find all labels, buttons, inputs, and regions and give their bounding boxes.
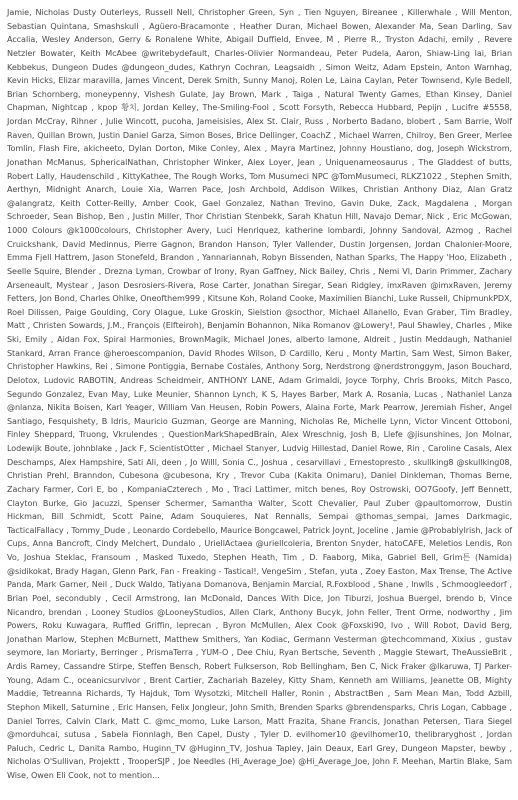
backer-credits-list: Jamie, Nicholas Dusty Outerleys, Russell Nell, Christopher Green, Syn , Tien Nguyen, Bireanee , Killerwhale , Will Menton, Sebastian Quintana, Smashskull , Agüero-Bracamonte , Heather Duran, Michael Bowen, Alexander Ma, Sean Darling, Sav Accalia, Wesley Anderson, Gerry & Ronalene White, Abigail Duffield, Envee, M , Pierre R., Tryston Adachi, emily , Revere Netzler Bowater, Keith McAbee @writebydefault, Charles-Olivier Normandeau, Peter Pudela, Aaron, Shiaw-Ling lai, Brian Kebbekus, Dungeon Dudes @dungeon_dudes, Kathryn Cochran, Leagsaidh , Simon Weitz, Adam Epstein, Anton Warnhag, Kevin Hicks, Elizar maravilla, James Vincent, Derek Smith, Sunny Manoj, Rolen Le, Laina Caylan, Peter Townsend, Kyle Bedell, Brian Schornberg, moneypenny, Vishesh Gulate, Jay Brown, Mark , Taiga , Natural Twenty Games, Ethan Kinsey, Daniel Chapman, Nightcap , kpop 황치, Jordan Kelley, The-Smiling-Fool , Scott Forsyth, Rebecca Hubbard, Pepijn , Lucifre #5558, Jordan McCray, Rihner , Julie Wincott, pucoha, Jameisisies, Alex St. Clair, Russ , Norberto Badano, blobert , Sam Barrie, Wolf Raven, Quillan Brown, Justin Daniel Garza, Simon Boses, Brice Dellinger, CoachZ , Michael Warren, Chilroy, Ben Greer, Merlee Tomlin, Flash Fire, akicheeto, Dylan Dorton, Mike Conley, Alex , Mayra Martinez, Johnny Houstiano, dog, Joseph Wickstrom, Jonathan McManus, SphericalNathan, Christopher Winker, Alex Loyer, Jean , Uniquenameosaurus , The Gladdest of butts, Robert Lally, Haudenschild , KittyKathee, The Rough Works, Tom Musumeci NPC @TomMusumeci, RLKZ1022 , Stephen Smith, Aerthyn, Midnight Anarch, Louie Xia, Warren Pace, Josh Archbold, Addison Wilkes, Christian Anthony Diaz, Alan Gratz @alangratz, Keith Cotter-Reilly, Amber Cook, Gael Gonzalez, Nathan Trevino, Gavin Duke, Zack, Magdalena , Morgan Schroeder, Sean Bishop, Ben , Justin Miller, Thor Christian Stenbekk, Sarah Khatun Hill, Navajo Demar, Nick , Eric McGowan, 1000 Colours @k1000colours, Christopher Avery, Luci Henriquez, katherine lombardi, Johnny Sandoval, Azmog , Rachel Cruickshank, David Medinnus, Pierre Gagnon, Brandon Hanson, Tyler Vallender, Dustin Jorgensen, Jordan Chalonier-Moore, Emma Fjell Hattrem, Jason Stonefeld, Brandon , Yannariannah, Robyn Bissenden, Nathan Sparks, The Happy 'Hoo, Elizabeth , Seelle Squire, Blender , Drezna Lyman, Crowbar of Irony, Ryan Gaffney, Nick Bailey, Chris , Nemi Vl, Darin Primmer, Zachary Arseneault, Mystear , Jason Desrosiers-Rivera, Rose Carter, Jonathan Siregar, Sean Ridgley, imxRaven @imxRaven, Jeremy Fetters, Jon Bond, Charles Ohlke, Oneofthem999 , Kitsune Koh, Roland Cooke, Maximilien Bianchi, Luke Russell, ChipmunkPDX, Roel Dilissen, Paige Goulding, Cory Olague, Luke Groskin, Sielstion @socthor, Michael Allanello, Evan Graber, Tim Bradley, Matt , Christen Sowards, J.M., François (Elfteiroh), Benjamin Bohannon, Nika Romanov @Lowery!, Paul Shawley, Charles , Mike Ski, Emily , Aidan Fox, Spiral Harmonies, BrownMagik, Michael Jones, alberto lamone, Aldreit , Justin Meddaugh, Nathaniel Stankard, Arran France @heroescompanion, David Rhodes Wilson, D Cardillo, Keru , Monty Martin, Sam West, Simon Baker, Christopher Hawkins, Rei , Simone Pontiggia, Bernabe Costales, Anthony Sorg, Nerdstrong @nerdstronggym, Jason Bouchard, Delotox, Ludovic RABOTIN, Andreas Scheidmeir, ANTHONY LANE, Adam Grimaldi, Joyce Torphy, Chris Brooks, Mitch Pasco, Segundo Gonzalez, Evan May, Luke Meunier, Shannon Lynch, K S, Hayes Barber, Mark A. Rosania, Lucas , Nathaniel Lanza @nlanza, Nikita Boisen, Karl Yeager, William Van Heusen, Robin Powers, Alaina Forte, Mark Pearrow, Jeremiah Fisher, Angel Santiago, Fesquishety, B Idris, Mauricio Guzman, George are Manning, Nicholas Re, Michelle Lynn, Victor Vincent Ottoboni, Finley Sheppard, Truong, Vkrulendes , QuestionMarkShapedBrain, Alex Wreschnig, Josh B, Llefe @jisunshines, Jon Molnar, Lodewijk Boute, johnblake , Jack F, ScientistOtter , Michael Stanyer, Ludvig Hillestad, Daniel Rowe, Rin , Caroline Casals, Alex Deschamps, Alex Hampshire, Sati Ali, deen , Jo Willl, Sonia C., Joshua , cesarvillavi , Ernestopresto , skullking8 @skullking08, Christian Prehl, Branndon, Cubesona @cubesona, Kry , Trevor Cuba (Kakita Onimaru), Daniel Dinkleman, Thomas Berne, Zachary Farmer, Cori E, bo , KompaniaCzterech , Mo , Traci Lattimer, mitch benes, Roy Ostrowski, OO7Goofy, Jeff Bennett, Clayton Burke, Gio Jacuzzi, Spenser Schermer, Samantha Walter, Scott Chevalier, Paul Zuber @paultomorrow, Dustin Hickman, Bill Schmidt, Scott Paine, Adam Souquieres, Nat Rennalls, Sempai @thomas_sempai, James Darkmagic, TacticalFallacy , Tommy_Dude , Leonardo Cordebello, Maurice Bongcawel, Patrick Joynt, Joceline , Jamie @ProbablyIrish, Jack of Cups, Anna Bancroft, Cindy Melchert, Dundalo , UriellActaea @uriellcoleria, Brenton Snyder, hatoCAFE, Meletios Lendis, Ron Vo, Joshua Steklac, Fransoum , Masked Tuxedo, Stephen Heath, Tim , D. Faaborg, Mika, Gabriel Bell, Grim튼 (Namida) @sidikokat, Brady Hagan, Glenn Park, Fan - Freaking - Tastical!, VengeSim , Stefan, yuta , Zoey Easton, Max Trense, The Active Panda, Mark Garner, Neil , Duck Waldo, Tatiyana Domanova, Benjamin Marcial, R.Foxblood , Shane , lnwlls , Schmoogleedorf , Brian Poel, secondubly , Cecil Armstrong, Ian McDonald, Dances With Dice, Jon Tiburzi, Joshua Buergel, brendo b, Vince Nicandro, brendan , Looney Studios @LooneyStudios, Allen Clark, Anthony Bucyk, John Feller, Trent Orme, nodworthy , Jim Powers, Roku Kuwagara, Ruffled Griffin, leprecan , Byron McMullen, Alex Cook @Foxski90, Ivo , Will Robot, David Berg, Jonathan Marlow, Stephen McBurnett, Matthew Smithers, Yan Kodiac, Germann Vesterman @techcommand, Xixius , gustav seymore, Ian Moriarty, Berringer , PrismaTerra , YUM-O , Dee Chiu, Ryan Bertsche, Seventh , Maggie Stewart, TheAussieBrit , Ardis Ramey, Cassandre Stirpe, Steffen Bensch, Robert Fulkserson, Rob Bellingham, Ben C, Nick Fraker @lkaruwa, TJ Parker-Young, Adam C., oceanicsurvivor , Brent Cartier, Zachariah Bazeley, Kitty Sham, Kenneth am Williams, Jeanette OB, Mighty Maddie, Tetreanna Richards, Ty Hajduk, Tom Wysotzki, Mitchell Haller, Ronin , AbstractBen , Sam Mean Man, Todd Azbill, Stephon Mikell, Saturnine , Eric Hansen, Felix Jongleur, John Smith, Brenden Sparks @brendensparks, Chris Logan, Cabbage , Daniel Torres, Calvin Clark, Matt C. @mc_momo, Luke Larson, Matt Frazita, Shane Francis, Jonathan Petersen, Tiara Siegel @morduhcai, sutusa , Sabela Fionnlagh, Ben Capel, Dusty , Tyler D. evilhomer10 @evilhomer10, thelibraryghost , Jordan Paluch, Cedric L, Danita Rambo, Huginn_TV @Huginn_TV, Joshua Tapley, Jain Deaux, Earl Grey, Dungeon Mapster, bewby , Nicholas O'Sullivan, Projektt , TrooperSJP , Joe Needles (Hi_Average_Joe) @Hi_Average_Joe, John F. Meehan, Martin Blake, Sam Wise, Owen Eli Cook, not to mention... — [7, 8, 512, 780]
